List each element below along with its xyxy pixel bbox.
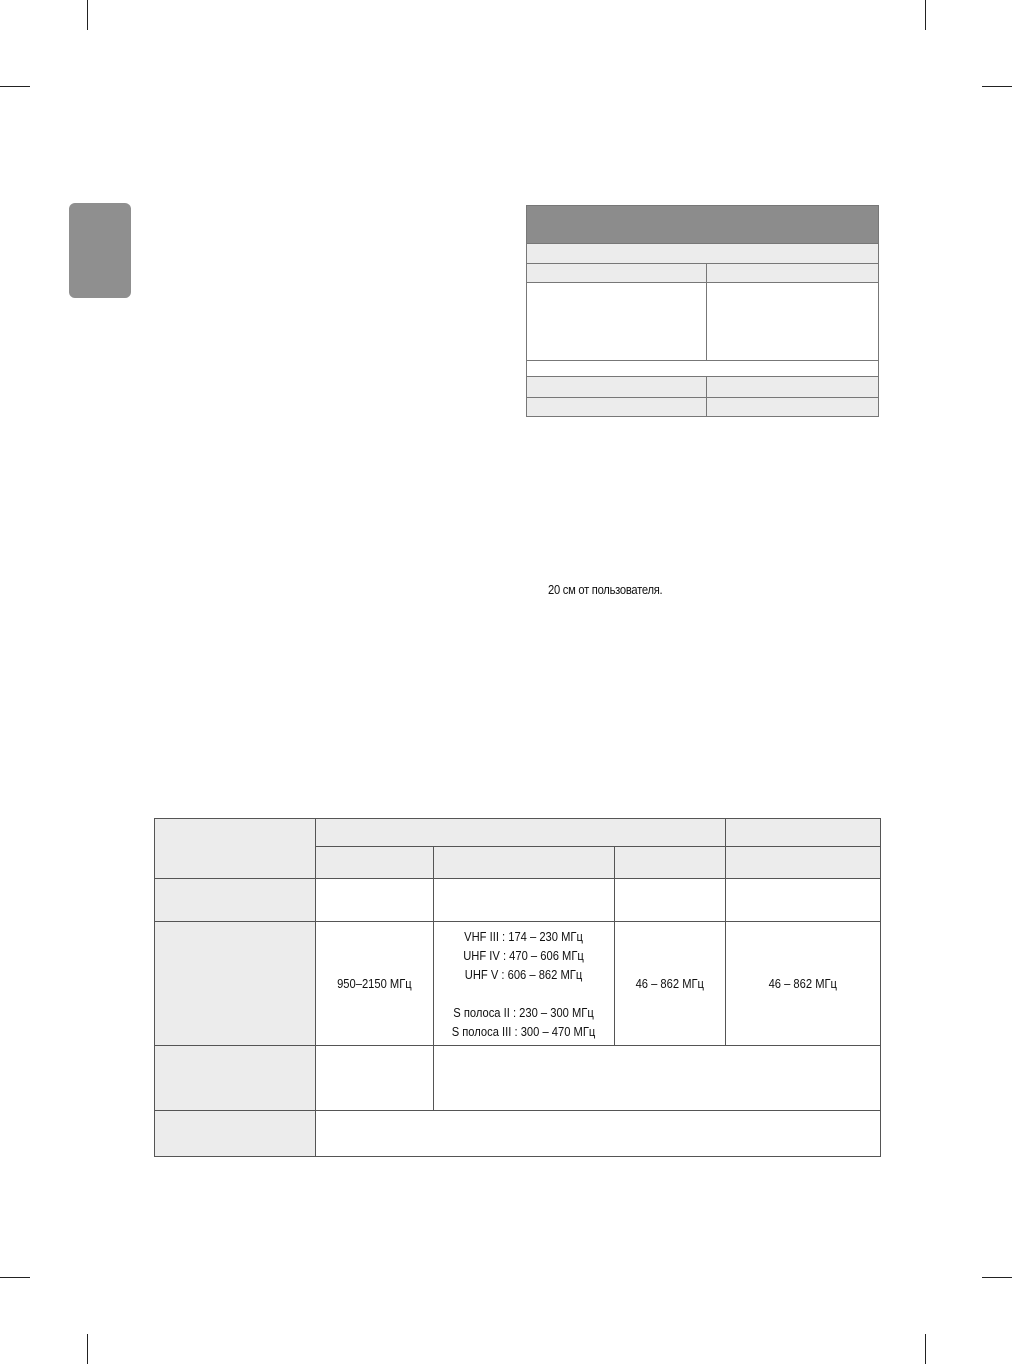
distance-note: 20 см от пользователя. [548,582,663,597]
crop-mark [0,1277,30,1278]
table-column-header [527,377,707,398]
crop-mark [982,86,1012,87]
frequency-table [154,818,881,1157]
table-cell [615,879,726,922]
range-line-gap [452,984,596,1003]
table-cell [707,283,879,361]
row-header [155,879,316,922]
table-cell [434,1046,881,1111]
satellite-range-cell: 950–2150 МГц [316,922,434,1046]
column-header [434,847,615,879]
table-column-header [707,264,879,283]
row-header-frequency [155,922,316,1046]
crop-mark [87,1334,88,1364]
table-cell [316,1046,434,1111]
table-cell [726,879,881,922]
crop-mark [982,1277,1012,1278]
table-corner-header [155,819,316,879]
row-header [155,1111,316,1157]
table-cell [316,1111,881,1157]
language-tab [69,203,131,298]
column-header [615,847,726,879]
range-line: S полоса III : 300 – 470 МГц [452,1023,596,1039]
table-column-header [707,377,879,398]
column-header [316,847,434,879]
analog-range-cell: 46 – 862 МГц [726,922,881,1046]
analog-group-header [726,819,881,847]
table-column-header [527,264,707,283]
column-header [726,847,881,879]
table-cell [527,398,707,417]
table-cell [527,283,707,361]
table-header [527,206,879,244]
digital-group-header [316,819,726,847]
cable-range-cell: 46 – 862 МГц [615,922,726,1046]
wireless-spec-table [526,205,879,417]
table-cell [434,879,615,922]
table-section-row [527,361,879,377]
crop-mark [925,1334,926,1364]
crop-mark [0,86,30,87]
table-section-row [527,244,879,264]
row-header [155,1046,316,1111]
table-cell [707,398,879,417]
digital-ranges-cell [434,922,615,1046]
crop-mark [87,0,88,30]
range-line: UHF V : 606 – 862 МГц [465,966,583,982]
table-cell [316,879,434,922]
range-line: UHF IV : 470 – 606 МГц [463,947,585,963]
range-line: VHF III : 174 – 230 МГц [464,928,584,944]
range-line: S полоса II : 230 – 300 МГц [453,1004,595,1020]
crop-mark [925,0,926,30]
